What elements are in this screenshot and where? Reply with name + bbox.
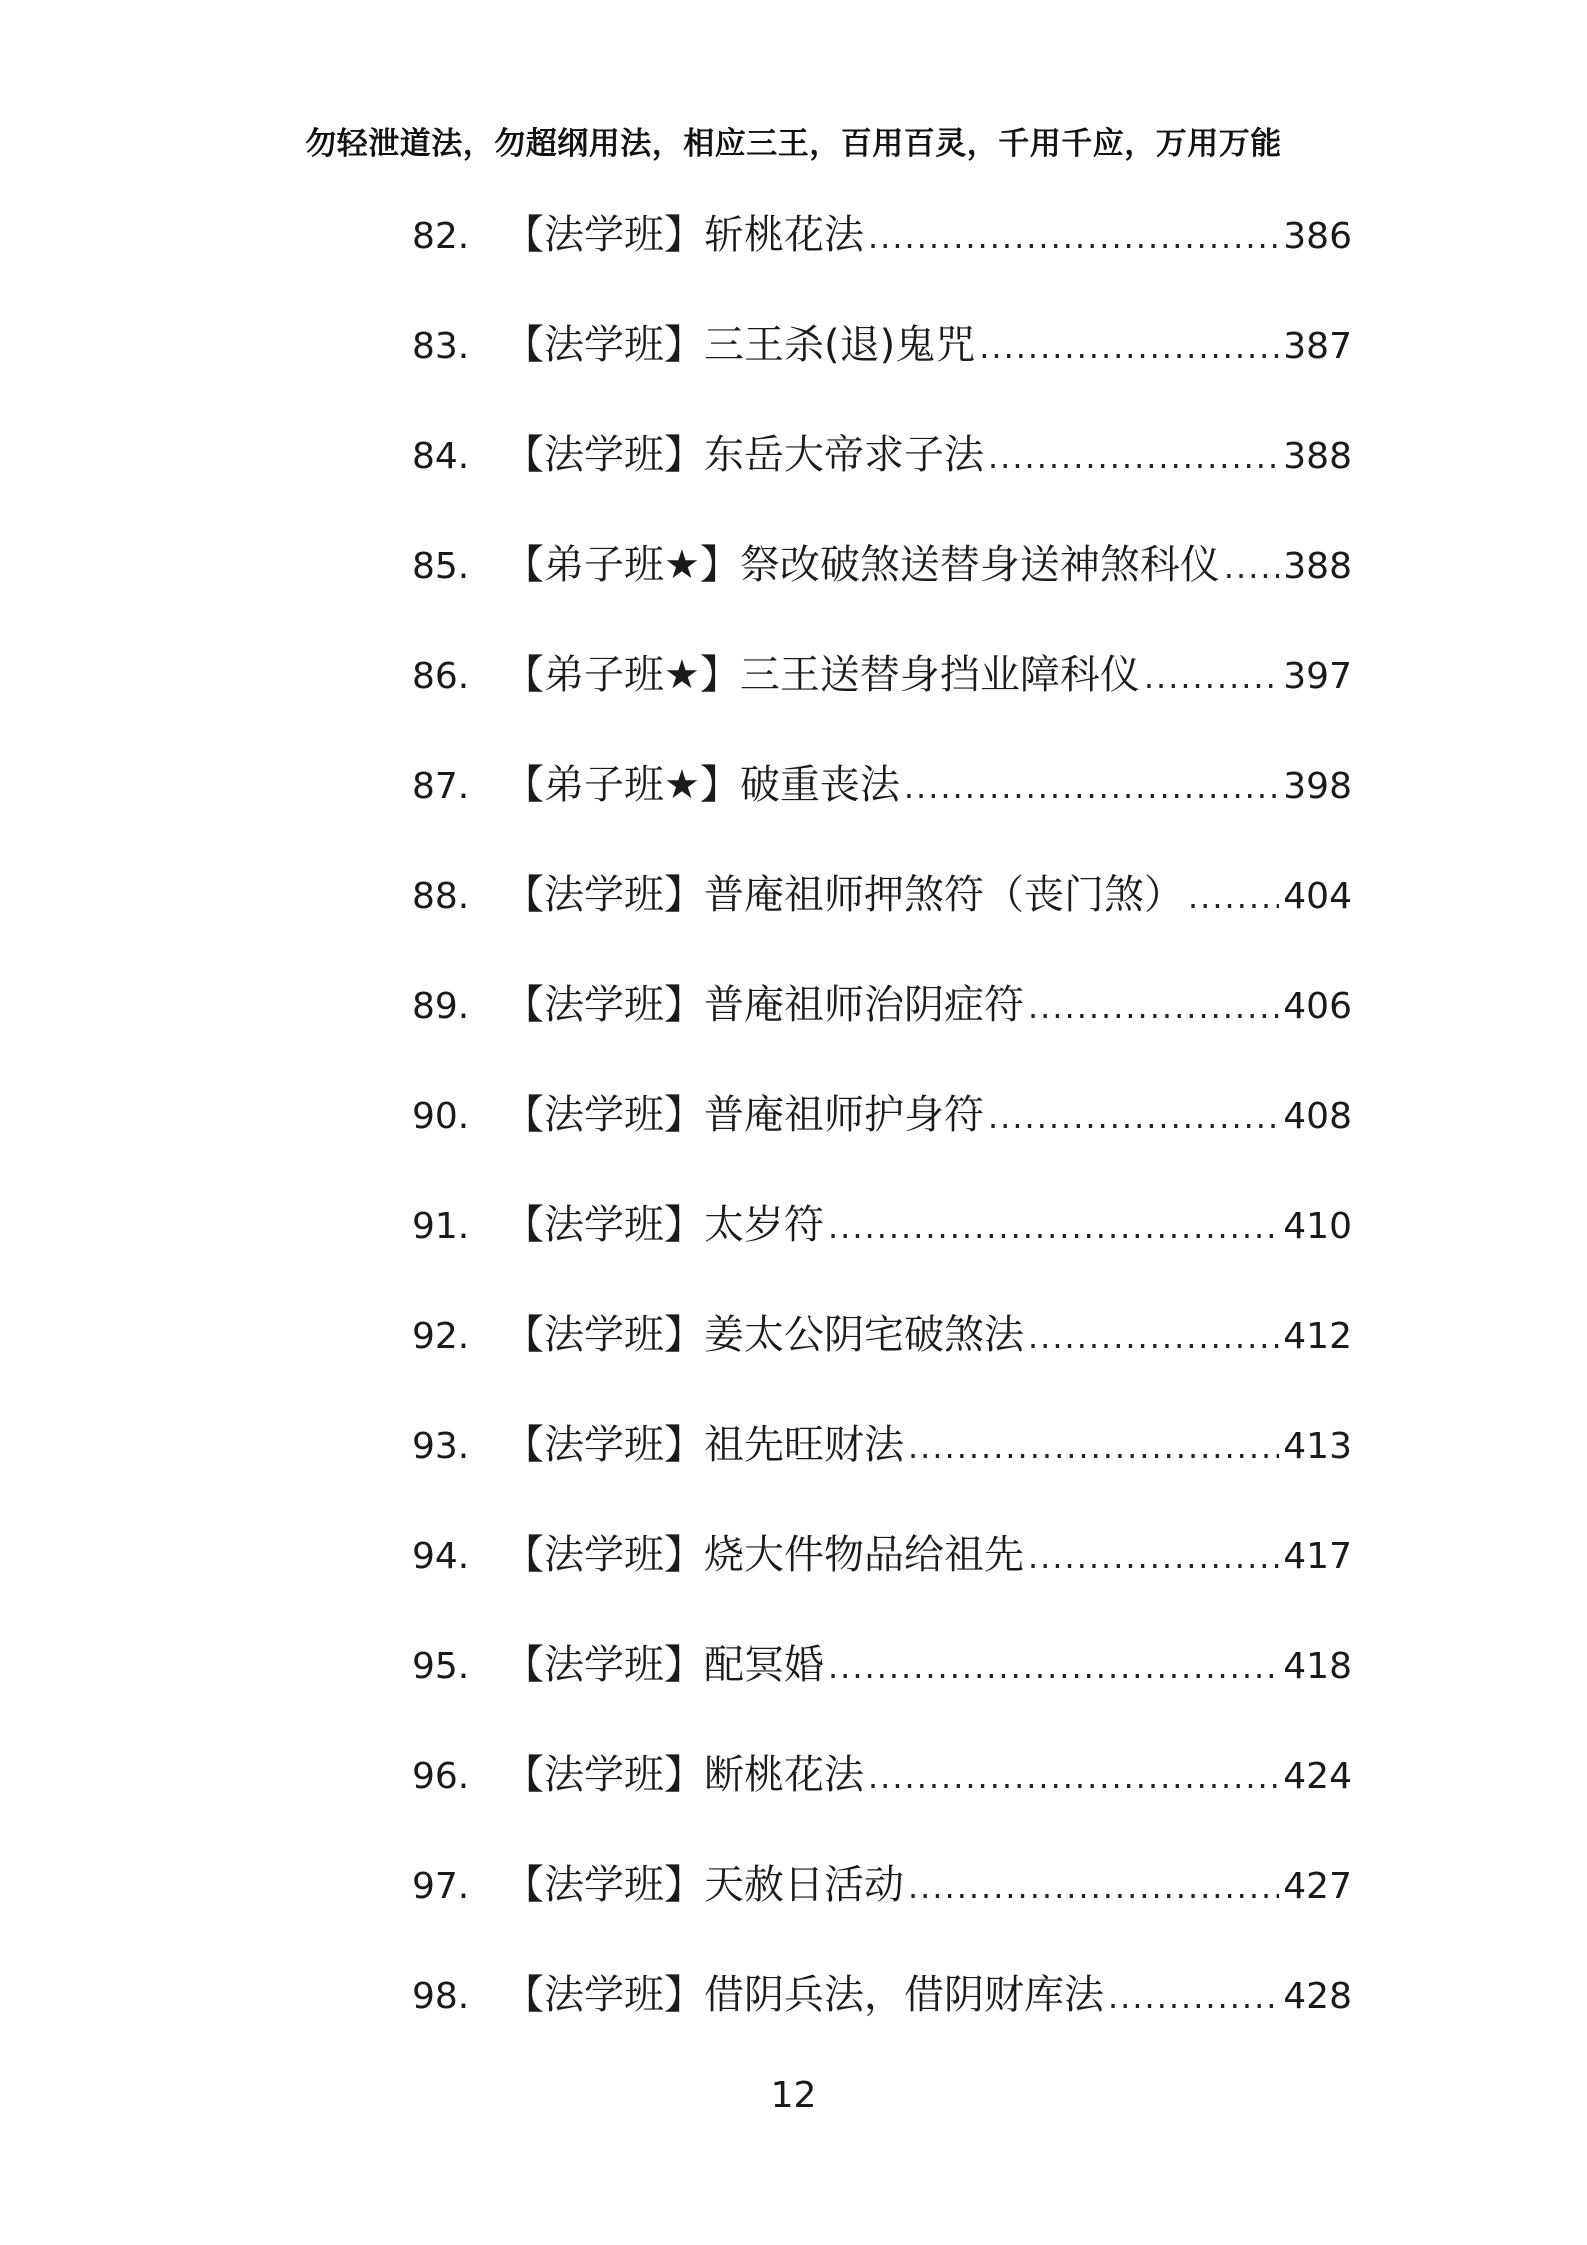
toc-entry-title: 【法学班】普庵祖师押煞符（丧门煞） xyxy=(504,872,1184,918)
toc-entry-title: 【法学班】太岁符 xyxy=(504,1202,824,1248)
toc-dot-leader xyxy=(988,412,1279,502)
toc-entry-number: 95. xyxy=(412,1646,470,1687)
toc-dot-leader xyxy=(1028,1292,1279,1382)
toc-dot-leader xyxy=(908,1842,1279,1932)
toc-entry[interactable] xyxy=(412,1620,1352,1730)
toc-dot-leader xyxy=(828,1622,1279,1712)
toc-entry[interactable] xyxy=(412,960,1352,1070)
toc-entry-page: 387 xyxy=(1283,326,1352,367)
toc-entry[interactable] xyxy=(412,1840,1352,1950)
toc-entry-number: 89. xyxy=(412,986,470,1027)
toc-dot-leader xyxy=(1028,1512,1279,1602)
toc-dot-leader xyxy=(828,1182,1279,1272)
toc-entry-page: 417 xyxy=(1283,1536,1352,1577)
toc-entry[interactable] xyxy=(412,1510,1352,1620)
toc-entry-number: 83. xyxy=(412,326,470,367)
toc-entry-page: 412 xyxy=(1283,1316,1352,1357)
toc-entry-title: 【法学班】普庵祖师护身符 xyxy=(504,1092,984,1138)
toc-entry-number: 82. xyxy=(412,216,470,257)
toc-entry-title: 【法学班】祖先旺财法 xyxy=(504,1422,904,1468)
toc-entry-number: 98. xyxy=(412,1976,470,2017)
toc-entry-page: 388 xyxy=(1283,436,1352,477)
toc-entry-title: 【法学班】断桃花法 xyxy=(504,1752,864,1798)
toc-dot-leader xyxy=(1108,1952,1279,2042)
toc-entry-page: 406 xyxy=(1283,986,1352,1027)
page-number: 12 xyxy=(770,2075,817,2116)
toc-entry-number: 92. xyxy=(412,1316,470,1357)
toc-entry-page: 386 xyxy=(1283,216,1352,257)
toc-entry[interactable] xyxy=(412,410,1352,520)
toc-entry-title: 【法学班】斩桃花法 xyxy=(504,212,864,258)
toc-entry-page: 398 xyxy=(1283,766,1352,807)
toc-entry[interactable] xyxy=(412,850,1352,960)
toc-entry-number: 93. xyxy=(412,1426,470,1467)
toc-dot-leader xyxy=(1144,632,1279,722)
toc-entry-page: 427 xyxy=(1283,1866,1352,1907)
toc-entry-page: 428 xyxy=(1283,1976,1352,2017)
toc-entry-title: 【法学班】东岳大帝求子法 xyxy=(504,432,984,478)
toc-dot-leader xyxy=(868,1732,1279,1822)
toc-entry[interactable] xyxy=(412,300,1352,410)
toc-entry[interactable] xyxy=(412,1070,1352,1180)
toc-entry-page: 410 xyxy=(1283,1206,1352,1247)
toc-entry[interactable] xyxy=(412,1290,1352,1400)
toc-entry-number: 94. xyxy=(412,1536,470,1577)
toc-entry-title: 【法学班】姜太公阴宅破煞法 xyxy=(504,1312,1024,1358)
toc-entry-title: 【弟子班★】三王送替身挡业障科仪 xyxy=(504,652,1140,698)
toc-entry-title: 【弟子班★】破重丧法 xyxy=(504,762,900,808)
toc-dot-leader xyxy=(904,742,1279,832)
toc-entry[interactable] xyxy=(412,1400,1352,1510)
toc-entry-title: 【法学班】烧大件物品给祖先 xyxy=(504,1532,1024,1578)
toc-dot-leader xyxy=(908,1402,1279,1492)
toc-entry-number: 85. xyxy=(412,546,470,587)
toc-entry-title: 【弟子班★】祭改破煞送替身送神煞科仪 xyxy=(504,542,1220,588)
toc-entry-title: 【法学班】借阴兵法，借阴财库法 xyxy=(504,1972,1104,2018)
toc-entry[interactable] xyxy=(412,1730,1352,1840)
toc-entry-number: 91. xyxy=(412,1206,470,1247)
toc-entry-page: 424 xyxy=(1283,1756,1352,1797)
toc-entry-title: 【法学班】天赦日活动 xyxy=(504,1862,904,1908)
toc-entry-page: 404 xyxy=(1283,876,1352,917)
toc-entry-title: 【法学班】普庵祖师治阴症符 xyxy=(504,982,1024,1028)
toc-entry-page: 413 xyxy=(1283,1426,1352,1467)
toc-entry-page: 397 xyxy=(1283,656,1352,697)
toc-entry[interactable] xyxy=(412,630,1352,740)
toc-entry-number: 90. xyxy=(412,1096,470,1137)
toc-entry-title: 【法学班】配冥婚 xyxy=(504,1642,824,1688)
toc-dot-leader xyxy=(988,1072,1279,1162)
toc-entry-page: 388 xyxy=(1283,546,1352,587)
toc-entry[interactable] xyxy=(412,1950,1352,2060)
toc-dot-leader xyxy=(1028,962,1279,1052)
toc-entry[interactable] xyxy=(412,190,1352,300)
toc-dot-leader xyxy=(979,302,1279,392)
toc-entry-number: 88. xyxy=(412,876,470,917)
toc-dot-leader xyxy=(1224,522,1279,612)
page-header: 勿轻泄道法，勿超纲用法，相应三王，百用百灵，千用千应，万用万能 xyxy=(305,126,1282,162)
toc-entry-title: 【法学班】三王杀(退)鬼咒 xyxy=(504,322,976,368)
toc-entry[interactable] xyxy=(412,1180,1352,1290)
toc-entry-number: 86. xyxy=(412,656,470,697)
table-of-contents xyxy=(412,190,1352,2060)
toc-dot-leader xyxy=(1188,852,1279,942)
toc-entry-page: 418 xyxy=(1283,1646,1352,1687)
toc-entry-page: 408 xyxy=(1283,1096,1352,1137)
toc-entry-number: 87. xyxy=(412,766,470,807)
toc-entry[interactable] xyxy=(412,740,1352,850)
toc-dot-leader xyxy=(868,192,1279,282)
toc-entry-number: 96. xyxy=(412,1756,470,1797)
toc-entry[interactable] xyxy=(412,520,1352,630)
toc-entry-number: 97. xyxy=(412,1866,470,1907)
toc-entry-number: 84. xyxy=(412,436,470,477)
